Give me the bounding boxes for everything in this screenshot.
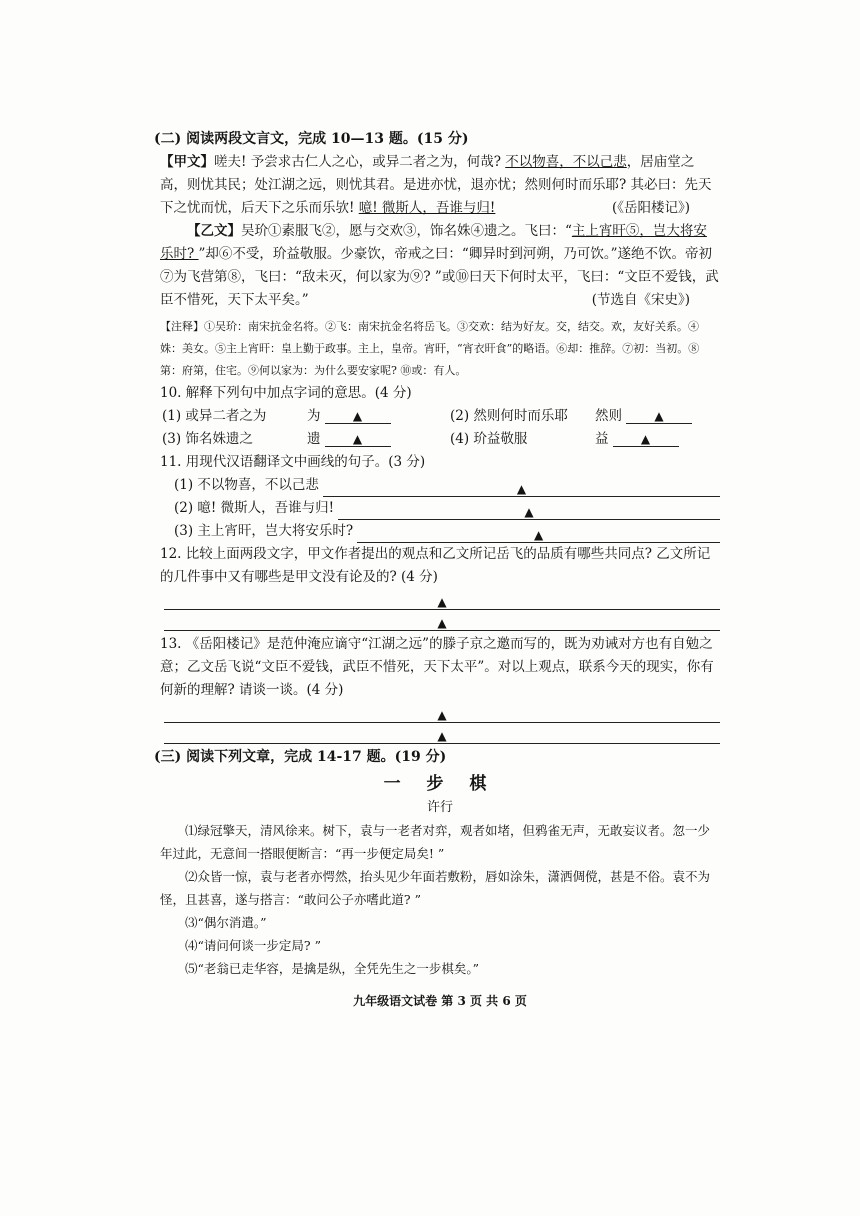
q10-sentence: (4) 玠益敬服: [450, 431, 528, 447]
question-12: [160, 543, 720, 631]
section3-heading: (三) 阅读下列文章，完成 14-17 题。(19 分): [154, 749, 447, 765]
question-11: [160, 451, 720, 543]
story-paragraph: ⑵众皆一惊，袁与老者亦愕然，抬头见少年面若敷粉，唇如涂朱，潇洒倜傥，甚是不俗。袁不为怪，且甚喜，遂与搭言：“敢问公子亦嗜此道? ”: [160, 869, 711, 907]
q10-word: 益: [595, 431, 609, 447]
yi-underline: 主上宵旰⑤，岂大将安乐时?: [160, 223, 707, 262]
q11-answer-line[interactable]: ▲: [357, 524, 720, 543]
question-10: [160, 382, 720, 451]
section2-heading: (二) 阅读两段文言文，完成 10—13 题。(15 分): [154, 131, 469, 147]
q11-sentence: (2) 噫! 微斯人，吾谁与归!: [174, 500, 335, 516]
q10-word: 然则: [595, 408, 622, 424]
q11-answer-line[interactable]: ▲: [338, 501, 720, 520]
jia-underline-1: 不以物喜，不以己悲: [505, 154, 627, 170]
q11-item-3: [160, 520, 720, 543]
q13-stem: 13. 《岳阳楼记》是范仲淹应谪守“江湖之远”的滕子京之邀而写的，既为劝诫对方也有自勉之意；乙文岳飞说“文臣不爱钱，武臣不惜死，天下太平”。对以上观点，联系今天的现实，你有何新的理解? 请谈一谈。(4 分): [160, 636, 714, 698]
q11-stem: 11. 用现代汉语翻译文中画线的句子。(3 分): [160, 454, 426, 470]
q10-row-2: [160, 428, 720, 451]
q12-stem: 12. 比较上面两段文字，甲文作者提出的观点和乙文所记岳飞的品质有哪些共同点? 乙文所记的几件事中又有哪些是甲文没有论及的? (4 分): [160, 546, 711, 585]
page-content: [154, 128, 720, 1013]
story-paragraph: ⑸“老翁已走华容，是擒是纵，全凭先生之一步棋矣。”: [185, 961, 480, 976]
yi-text-a: 吴玠①素服飞②，愿与交欢③，饰名姝④遗之。飞曰：“: [241, 223, 572, 239]
q10-answer-blank[interactable]: [325, 405, 391, 424]
jia-text-a: 嗟夫! 予尝求古仁人之心，或异二者之为，何哉?: [214, 154, 506, 170]
yi-source: (节选自《宋史》): [591, 292, 690, 308]
question-13: [160, 633, 720, 744]
q10-row-1: [160, 405, 720, 428]
jia-text-b: ，居庙堂之高，则忧其民；处江湖之远，则忧其君。是进亦忧，退亦忧；然则何时而乐耶? 其必曰：先天下之忧而忧，后天下之乐而乐欤!: [160, 154, 712, 216]
story-paragraph: ⑴绿冠擎天，清风徐来。树下，袁与一老者对弈，观者如堵，但鸦雀无声，无敢妄议者。忽一少年过此，无意间一搭眼便断言：“再一步便定局矣! ”: [160, 823, 711, 861]
q11-answer-line[interactable]: ▲: [323, 478, 720, 497]
jia-source: (《岳阳楼记》): [611, 200, 690, 216]
answer-marker: ▲: [640, 432, 651, 446]
q10-word: 为: [307, 408, 321, 424]
q11-item-1: [160, 474, 720, 497]
q10-sentence: (3) 饰名姝遗之: [162, 431, 253, 447]
story-paragraph: ⑷“请问何谈一步定局? ”: [185, 938, 321, 953]
q10-word: 遗: [307, 431, 321, 447]
yi-text-b: ”却⑥不受，玠益敬服。少豪饮，帝戒之曰：“卿异时到河朔，乃可饮。”遂绝不饮。帝初⑦为飞营第⑧，飞曰：“敌未灭，何以家为⑨? ”或⑩曰天下何时太平，飞曰：“文臣不爱钱，武臣不惜死，天下太平矣。”: [160, 246, 719, 308]
q10-answer-blank[interactable]: [325, 428, 391, 447]
q10-sentence: (2) 然则何时而乐耶: [450, 408, 568, 424]
answer-marker: ▲: [352, 409, 363, 423]
q10-answer-blank[interactable]: [626, 405, 692, 424]
annotations: 【注释】①吴玠：南宋抗金名将。②飞：南宋抗金名将岳飞。③交欢：结为好友。交，结交。欢，友好关系。④姝：美女。⑤主上宵旰：皇上勤于政事。主上，皇帝。宵旰，“宵衣旰食”的略语。⑥却：推辞。⑦初：当初。⑧第：府第，住宅。⑨何以家为：为什么要安家呢? ⑩或：有人。: [160, 320, 700, 377]
story-paragraph: ⑶“偶尔消遣。”: [185, 915, 267, 930]
story-author: 许行: [426, 800, 453, 815]
q11-sentence: (1) 不以物喜，不以己悲: [174, 477, 319, 493]
page-footer: 九年级语文试卷 第 3 页 共 6 页: [353, 994, 527, 1008]
q10-sentence: (1) 或异二者之为: [162, 408, 267, 424]
story-title: 一 步 棋: [383, 774, 497, 794]
jia-passage: [160, 151, 720, 220]
q11-sentence: (3) 主上宵旰，岂大将安乐时?: [174, 523, 354, 539]
q13-answer-line[interactable]: ▲: [164, 725, 720, 744]
answer-marker: ▲: [654, 409, 664, 423]
q11-item-2: [160, 497, 720, 520]
q13-answer-line[interactable]: ▲: [164, 704, 720, 723]
yi-passage: [160, 220, 720, 312]
jia-label: 【甲文】: [160, 154, 214, 170]
q10-stem: 10. 解释下列句中加点字词的意思。(4 分): [160, 385, 412, 401]
answer-marker: ▲: [352, 432, 363, 446]
jia-underline-2: 噫! 微斯人，吾谁与归!: [358, 200, 496, 216]
q12-answer-line[interactable]: ▲: [164, 591, 720, 610]
yi-label: 【乙文】: [187, 223, 241, 239]
q12-answer-line[interactable]: ▲: [164, 612, 720, 631]
q10-answer-blank[interactable]: [613, 428, 679, 447]
